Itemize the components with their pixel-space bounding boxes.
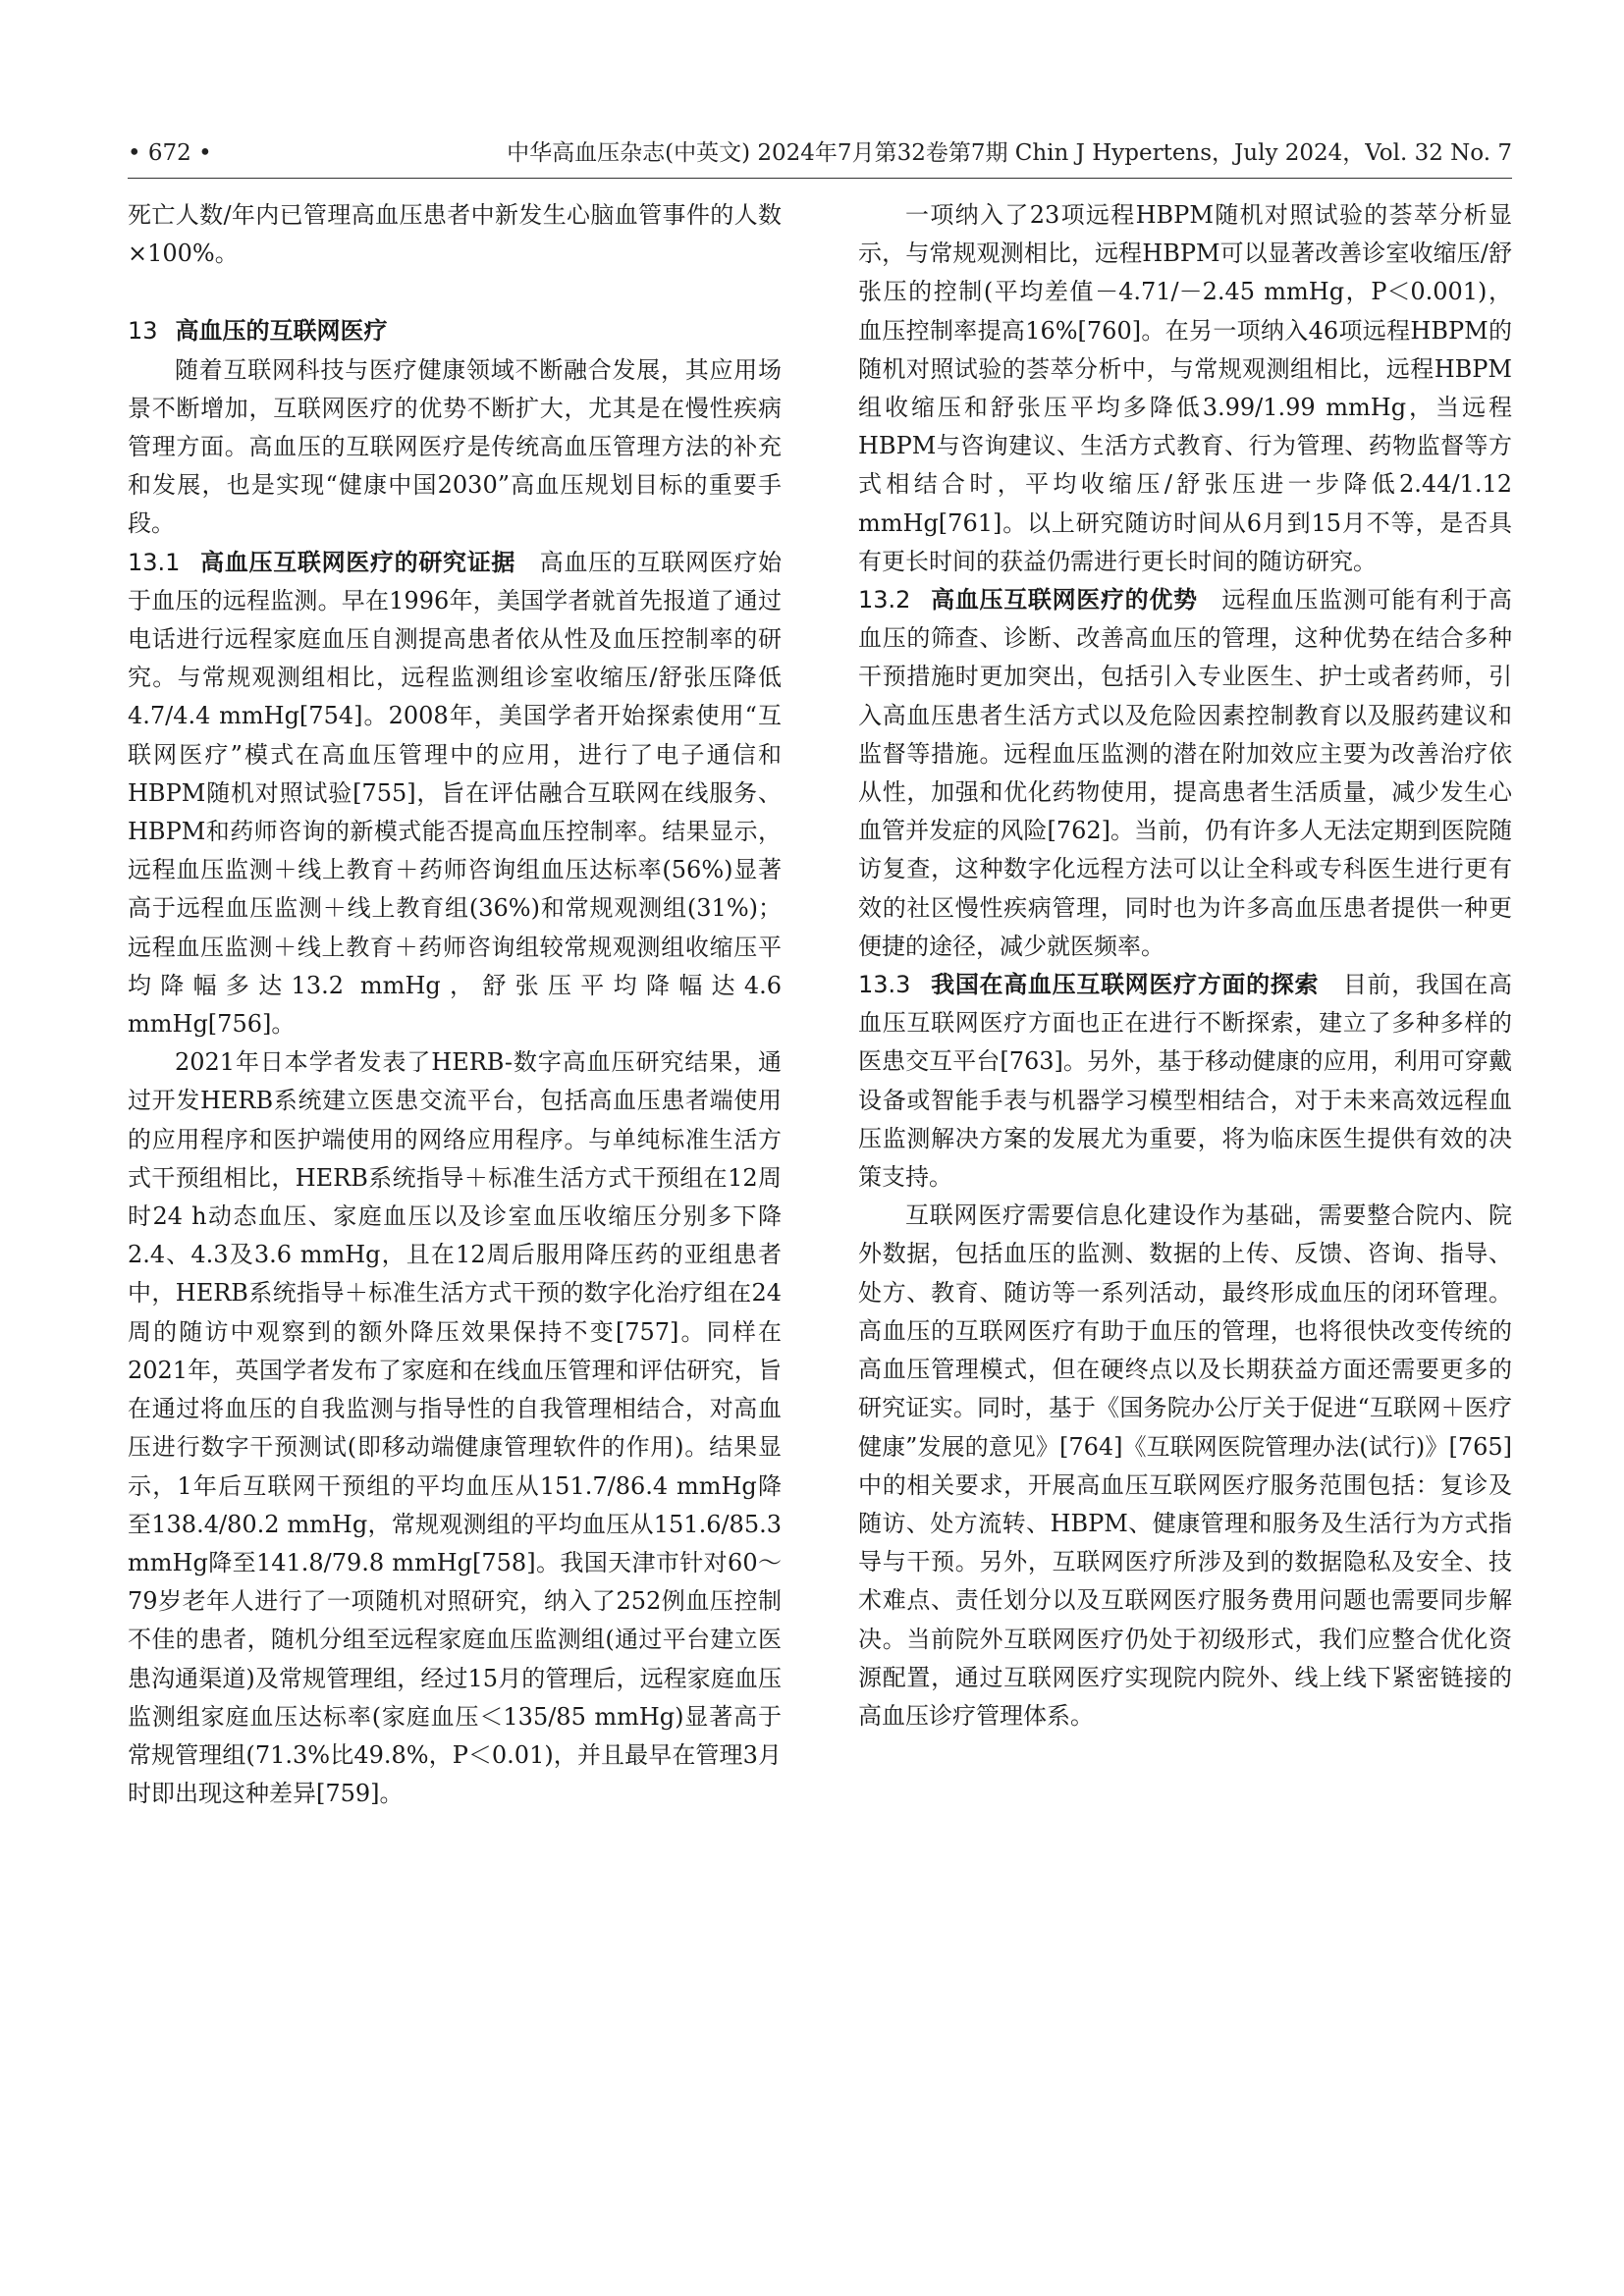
paragraph: 随着互联网科技与医疗健康领域不断融合发展，其应用场景不断增加，互联网医疗的优势不断扩大，尤其是在慢性疾病管理方面。高血压的互联网医疗是传统高血压管理方法的补充和发展，也是实现“健康中国2030”高血压规划目标的重要手段。: [128, 355, 782, 538]
paragraph: 互联网医疗需要信息化建设作为基础，需要整合院内、院外数据，包括血压的监测、数据的上传、反馈、咨询、指导、处方、教育、随访等一系列活动，最终形成血压的闭环管理。高血压的互联网医疗有助于血压的管理，也将很快改变传统的高血压管理模式，但在硬终点以及长期获益方面还需要更多的研究证实。同时，基于《国务院办公厅关于促进“互联网＋医疗健康”发展的意见》[764]《互联网医院管理办法(试行)》[765]中的相关要求，开展高血压互联网医疗服务范围包括：复诊及随访、处方流转、HBPM、健康管理和服务及生活行为方式指导与干预。另外，互联网医疗所涉及到的数据隐私及安全、技术难点、责任划分以及互联网医疗服务费用问题也需要同步解决。当前院外互联网医疗仍处于初级形式，我们应整合优化资源配置，通过互联网医疗实现院内院外、线上线下紧密链接的高血压诊疗管理体系。: [858, 1201, 1512, 1730]
subsection-number: 13.2: [858, 586, 911, 614]
left-column: [128, 196, 782, 1813]
paragraph-text: 远程血压监测可能有利于高血压的筛查、诊断、改善高血压的管理，这种优势在结合多种干预措施时更加突出，包括引入专业医生、护士或者药师，引入高血压患者生活方式以及危险因素控制教育以及服药建议和监督等措施。远程血压监测的潜在附加效应主要为改善治疗依从性，加强和优化药物使用，提高患者生活质量，减少发生心血管并发症的风险[762]。当前，仍有许多人无法定期到医院随访复查，这种数字化远程方法可以让全科或专科医生进行更有效的社区慢性疾病管理，同时也为许多高血压患者提供一种更便捷的途径，减少就医频率。: [858, 586, 1512, 960]
subsection-paragraph-13-3: [858, 966, 1512, 1197]
section-number: 13: [128, 317, 158, 346]
subsection-number: 13.1: [128, 548, 181, 576]
subsection-heading: [128, 549, 515, 576]
subsection-title: 高血压互联网医疗的研究证据: [199, 548, 516, 576]
subsection-heading: [858, 971, 1319, 998]
paragraph-text: 目前，我国在高血压互联网医疗方面也正在进行不断探索，建立了多种多样的医患交互平台[763]。另外，基于移动健康的应用，利用可穿戴设备或智能手表与机器学习模型相结合，对于未来高效远程血压监测解决方案的发展尤为重要，将为临床医生提供有效的决策支持。: [858, 971, 1513, 1192]
paragraph: 2021年日本学者发表了HERB-数字高血压研究结果，通过开发HERB系统建立医患交流平台，包括高血压患者端使用的应用程序和医护端使用的网络应用程序。与单纯标准生活方式干预组相比，HERB系统指导＋标准生活方式干预组在12周时24 h动态血压、家庭血压以及诊室血压收缩压分别多下降2.4、4.3及3.6 mmHg，且在12周后服用降压药的亚组患者中，HERB系统指导＋标准生活方式干预的数字化治疗组在24周的随访中观察到的额外降压效果保持不变[757]。同样在2021年，英国学者发布了家庭和在线血压管理和评估研究，旨在通过将血压的自我监测与指导性的自我管理相结合，对高血压进行数字干预测试(即移动端健康管理软件的作用)。结果显示，1年后互联网干预组的平均血压从151.7/86.4 mmHg降至138.4/80.2 mmHg，常规观测组的平均血压从151.6/85.3 mmHg降至141.8/79.8 mmHg[758]。我国天津市针对60～79岁老年人进行了一项随机对照研究，纳入了252例血压控制不佳的患者，随机分组至远程家庭血压监测组(通过平台建立医患沟通渠道)及常规管理组，经过15月的管理后，远程家庭血压监测组家庭血压达标率(家庭血压＜135/85 mmHg)显著高于常规管理组(71.3%比49.8%，P＜0.01)，并且最早在管理3月时即出现这种差异[759]。: [128, 1048, 782, 1808]
spacer: [128, 273, 782, 293]
subsection-title: 高血压互联网医疗的优势: [930, 586, 1198, 614]
subsection-title: 我国在高血压互联网医疗方面的探索: [930, 971, 1320, 999]
subsection-paragraph-13-1: [128, 544, 782, 1044]
journal-citation: 中华高血压杂志(中英文) 2024年7月第32卷第7期 Chin J Hypertens，July 2024，Vol. 32 No. 7: [507, 140, 1512, 166]
paragraph: 一项纳入了23项远程HBPM随机对照试验的荟萃分析显示，与常规观测相比，远程HBPM可以显著改善诊室收缩压/舒张压的控制(平均差值－4.71/－2.45 mmHg，P＜0.001)，血压控制率提高16%[760]。在另一项纳入46项远程HBPM的随机对照试验的荟萃分析中，与常规观测组相比，远程HBPM组收缩压和舒张压平均多降低3.99/1.99 mmHg，当远程HBPM与咨询建议、生活方式教育、行为管理、药物监督等方式相结合时，平均收缩压/舒张压进一步降低2.44/1.12 mmHg[761]。以上研究随访时间从6月到15月不等，是否具有更长时间的获益仍需进行更长时间的随访研究。: [858, 201, 1512, 575]
subsection-number: 13.3: [858, 971, 911, 999]
subsection-paragraph-13-2: [858, 581, 1512, 966]
page-number: • 672 •: [128, 140, 212, 166]
running-header: [128, 133, 1512, 173]
subsection-heading: [858, 586, 1198, 614]
paragraph-continued: 死亡人数/年内已管理高血压患者中新发生心脑血管事件的人数×100%。: [128, 201, 782, 268]
section-heading-13: [128, 312, 782, 350]
paragraph-text: 高血压的互联网医疗始于血压的远程监测。早在1996年，美国学者就首先报道了通过电话进行远程家庭血压自测提高患者依从性及血压控制率的研究。与常规观测组相比，远程监测组诊室收缩压/舒张压降低4.7/4.4 mmHg[754]。2008年，美国学者开始探索使用“互联网医疗”模式在高血压管理中的应用，进行了电子通信和HBPM随机对照试验[755]，旨在评估融合互联网在线服务、HBPM和药师咨询的新模式能否提高血压控制率。结果显示，远程血压监测＋线上教育＋药师咨询组血压达标率(56%)显著高于远程血压监测＋线上教育组(36%)和常规观测组(31%)；远程血压监测＋线上教育＋药师咨询组较常规观测组收缩压平均降幅多达13.2 mmHg，舒张压平均降幅达4.6 mmHg[756]。: [128, 548, 783, 1039]
right-column: [858, 196, 1512, 1735]
section-title: 高血压的互联网医疗: [175, 317, 388, 346]
header-rule: [128, 178, 1512, 179]
